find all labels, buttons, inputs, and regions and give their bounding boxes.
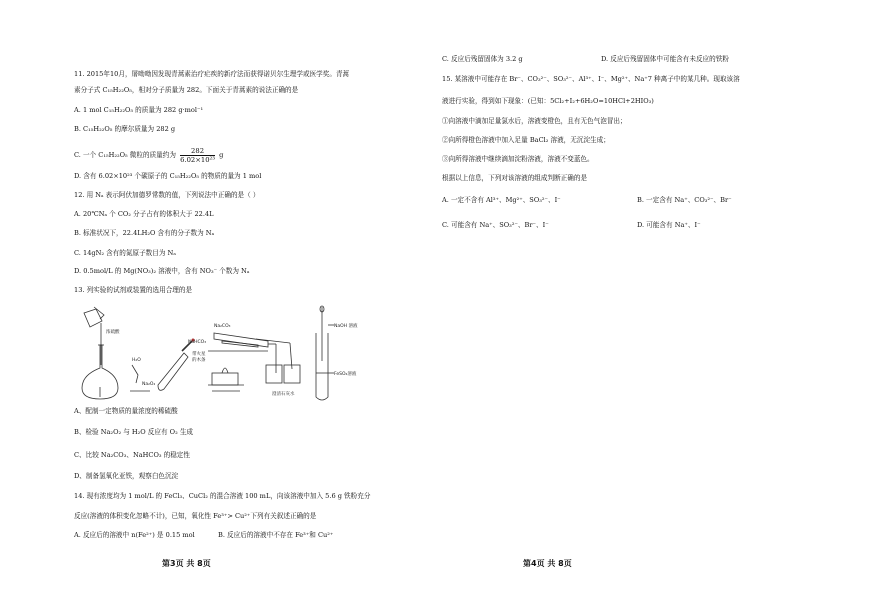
- q15-line2: 液进行实验，得到如下现象：(已知：5Cl₂+I₂+6H₂O=10HCl+2HIO₃): [442, 97, 654, 105]
- q13-stem: 13. 列实验的试剂或装置的选用合理的是: [74, 286, 193, 294]
- fig-label-limewater: 澄清石灰水: [272, 392, 295, 397]
- q15-step-2: ②向所得橙色溶液中加入足量 BaCl₂ 溶液，无沉淀生成；: [442, 136, 610, 144]
- fig-label-sodium-hydroxide: NaOH 溶液: [334, 324, 358, 329]
- q12-option-b: B. 标准状况下，22.4LH₂O 含有的分子数为 Nₐ: [74, 229, 215, 237]
- q11-option-b: B. C₁₅H₂₂O₅ 的摩尔质量为 282 g: [74, 125, 176, 133]
- q15-question: 根据以上信息，下列对该溶液的组成判断正确的是: [442, 174, 588, 182]
- q15-option-a: A. 一定不含有 Al³⁺、Mg²⁺、SO₃²⁻、I⁻: [442, 196, 561, 204]
- q15-line1: 15. 某溶液中可能存在 Br⁻、CO₃²⁻、SO₃²⁻、Al³⁺、I⁻、Mg²⁺、Na⁺7 种离子中的某几种。现取该溶: [442, 75, 740, 83]
- q15-option-c: C. 可能含有 Na⁺、SO₃²⁻、Br⁻、I⁻: [442, 221, 549, 229]
- q11-option-c: [74, 146, 223, 164]
- fraction-numerator: 282: [180, 147, 215, 156]
- fig-label-concentrated-sulfuric: 浓硫酸: [106, 330, 120, 335]
- q14-option-a: A. 反应后的溶液中 n(Fe²⁺) 是 0.15 mol: [74, 531, 195, 539]
- fraction-denominator: 6.02×10²³: [180, 155, 216, 164]
- page-footer: 第3页 共 8页: [162, 559, 211, 568]
- volumetric-flask-apparatus: [82, 307, 118, 399]
- test-tube-apparatus: [130, 339, 195, 392]
- q12-option-d: D. 0.5mol/L 的 Mg(NO₃)₂ 溶液中，含有 NO₃⁻ 个数为 Nₐ: [74, 267, 250, 275]
- fig-label-water: H₂O: [132, 358, 141, 363]
- q15-step-3: ③向所得溶液中继续滴加淀粉溶液，溶液不变蓝色。: [442, 155, 594, 163]
- q11-option-c-text: C. 一个 C₁₅H₂₂O₅ 微粒的质量约为: [74, 151, 176, 159]
- q11-line2: 素分子式 C₁₅H₂₂O₅，相对分子质量为 282。下面关于青蒿素的说法正确的是: [74, 86, 299, 94]
- q11-line1: 11. 2015年10月，屠呦呦因发现青蒿素治疗疟疾的新疗法而获得诺贝尔生理学或医学奖。青蒿: [74, 70, 350, 78]
- q14-line1: 14. 现有浓度均为 1 mol/L 的 FeCl₃、CuCl₂ 的混合溶液 100 mL，向该溶液中加入 5.6 g 铁粉充分: [74, 492, 371, 500]
- q13-option-d: D、制备氢氧化亚铁，观察白色沉淀: [74, 472, 179, 480]
- apparatus-figure: [72, 303, 362, 405]
- fig-label-ferrous-sulfate: FeSO₄溶液: [334, 372, 357, 377]
- q13-option-b: B、检验 Na₂O₂ 与 H₂O 反应有 O₂ 生成: [74, 428, 194, 436]
- q12-option-a: A. 20℃Nₐ 个 CO₂ 分子占有的体积大于 22.4L: [74, 210, 214, 218]
- heating-apparatus: [208, 333, 300, 391]
- fig-label-sodium-bicarbonate: NaHCO₃: [188, 340, 206, 345]
- fig-label-splint: 的木条: [192, 358, 206, 363]
- q15-option-d: D. 可能含有 Na⁺、I⁻: [637, 221, 701, 229]
- q14-line2: 反应(溶液的体积变化忽略不计)，已知，氧化性 Fe³⁺> Cu²⁺下列有关叙述正确的是: [74, 512, 317, 520]
- q13-option-c: C、比较 Na₂CO₃、NaHCO₃ 的稳定性: [74, 451, 190, 459]
- q15-option-b: B. 一定含有 Na⁺、CO₃²⁻、Br⁻: [637, 196, 732, 204]
- page-footer: 第4页 共 8页: [523, 559, 572, 568]
- q13-option-a: A、配制一定物质的量浓度的稀硫酸: [74, 407, 178, 415]
- q12-stem: 12. 用 Nₐ 表示阿伏加德罗常数的值，下列说法中正确的是（ ）: [74, 191, 260, 199]
- q15-step-1: ①向溶液中滴加足量氯水后，溶液变橙色，且有无色气泡冒出；: [442, 117, 627, 125]
- ferrous-hydroxide-apparatus: [316, 306, 334, 400]
- q14-option-d: D. 反应后残留固体中可能含有未反应的铁粉: [601, 55, 729, 63]
- right-page: [435, 0, 870, 606]
- fig-label-sodium-carbonate: Na₂CO₃: [214, 324, 231, 329]
- fraction-unit: g: [219, 151, 224, 159]
- fig-label-glowing: 带火星: [192, 352, 206, 357]
- q14-option-b: B. 反应后的溶液中不存在 Fe³⁺和 Cu²⁺: [218, 531, 334, 539]
- q11-option-a: A. 1 mol C₁₅H₂₂O₅ 的质量为 282 g·mol⁻¹: [74, 106, 204, 114]
- q11-option-d: D. 含有 6.02×10²³ 个碳原子的 C₁₅H₂₂O₅ 的物质的量为 1 mol: [74, 172, 262, 180]
- q14-option-c: C. 反应后残留固体为 3.2 g: [442, 55, 523, 63]
- q12-option-c: C. 14gN₂ 含有的氮原子数目为 Nₐ: [74, 249, 176, 257]
- fig-label-sodium-peroxide: Na₂O₂: [142, 382, 156, 387]
- fraction: [180, 147, 215, 164]
